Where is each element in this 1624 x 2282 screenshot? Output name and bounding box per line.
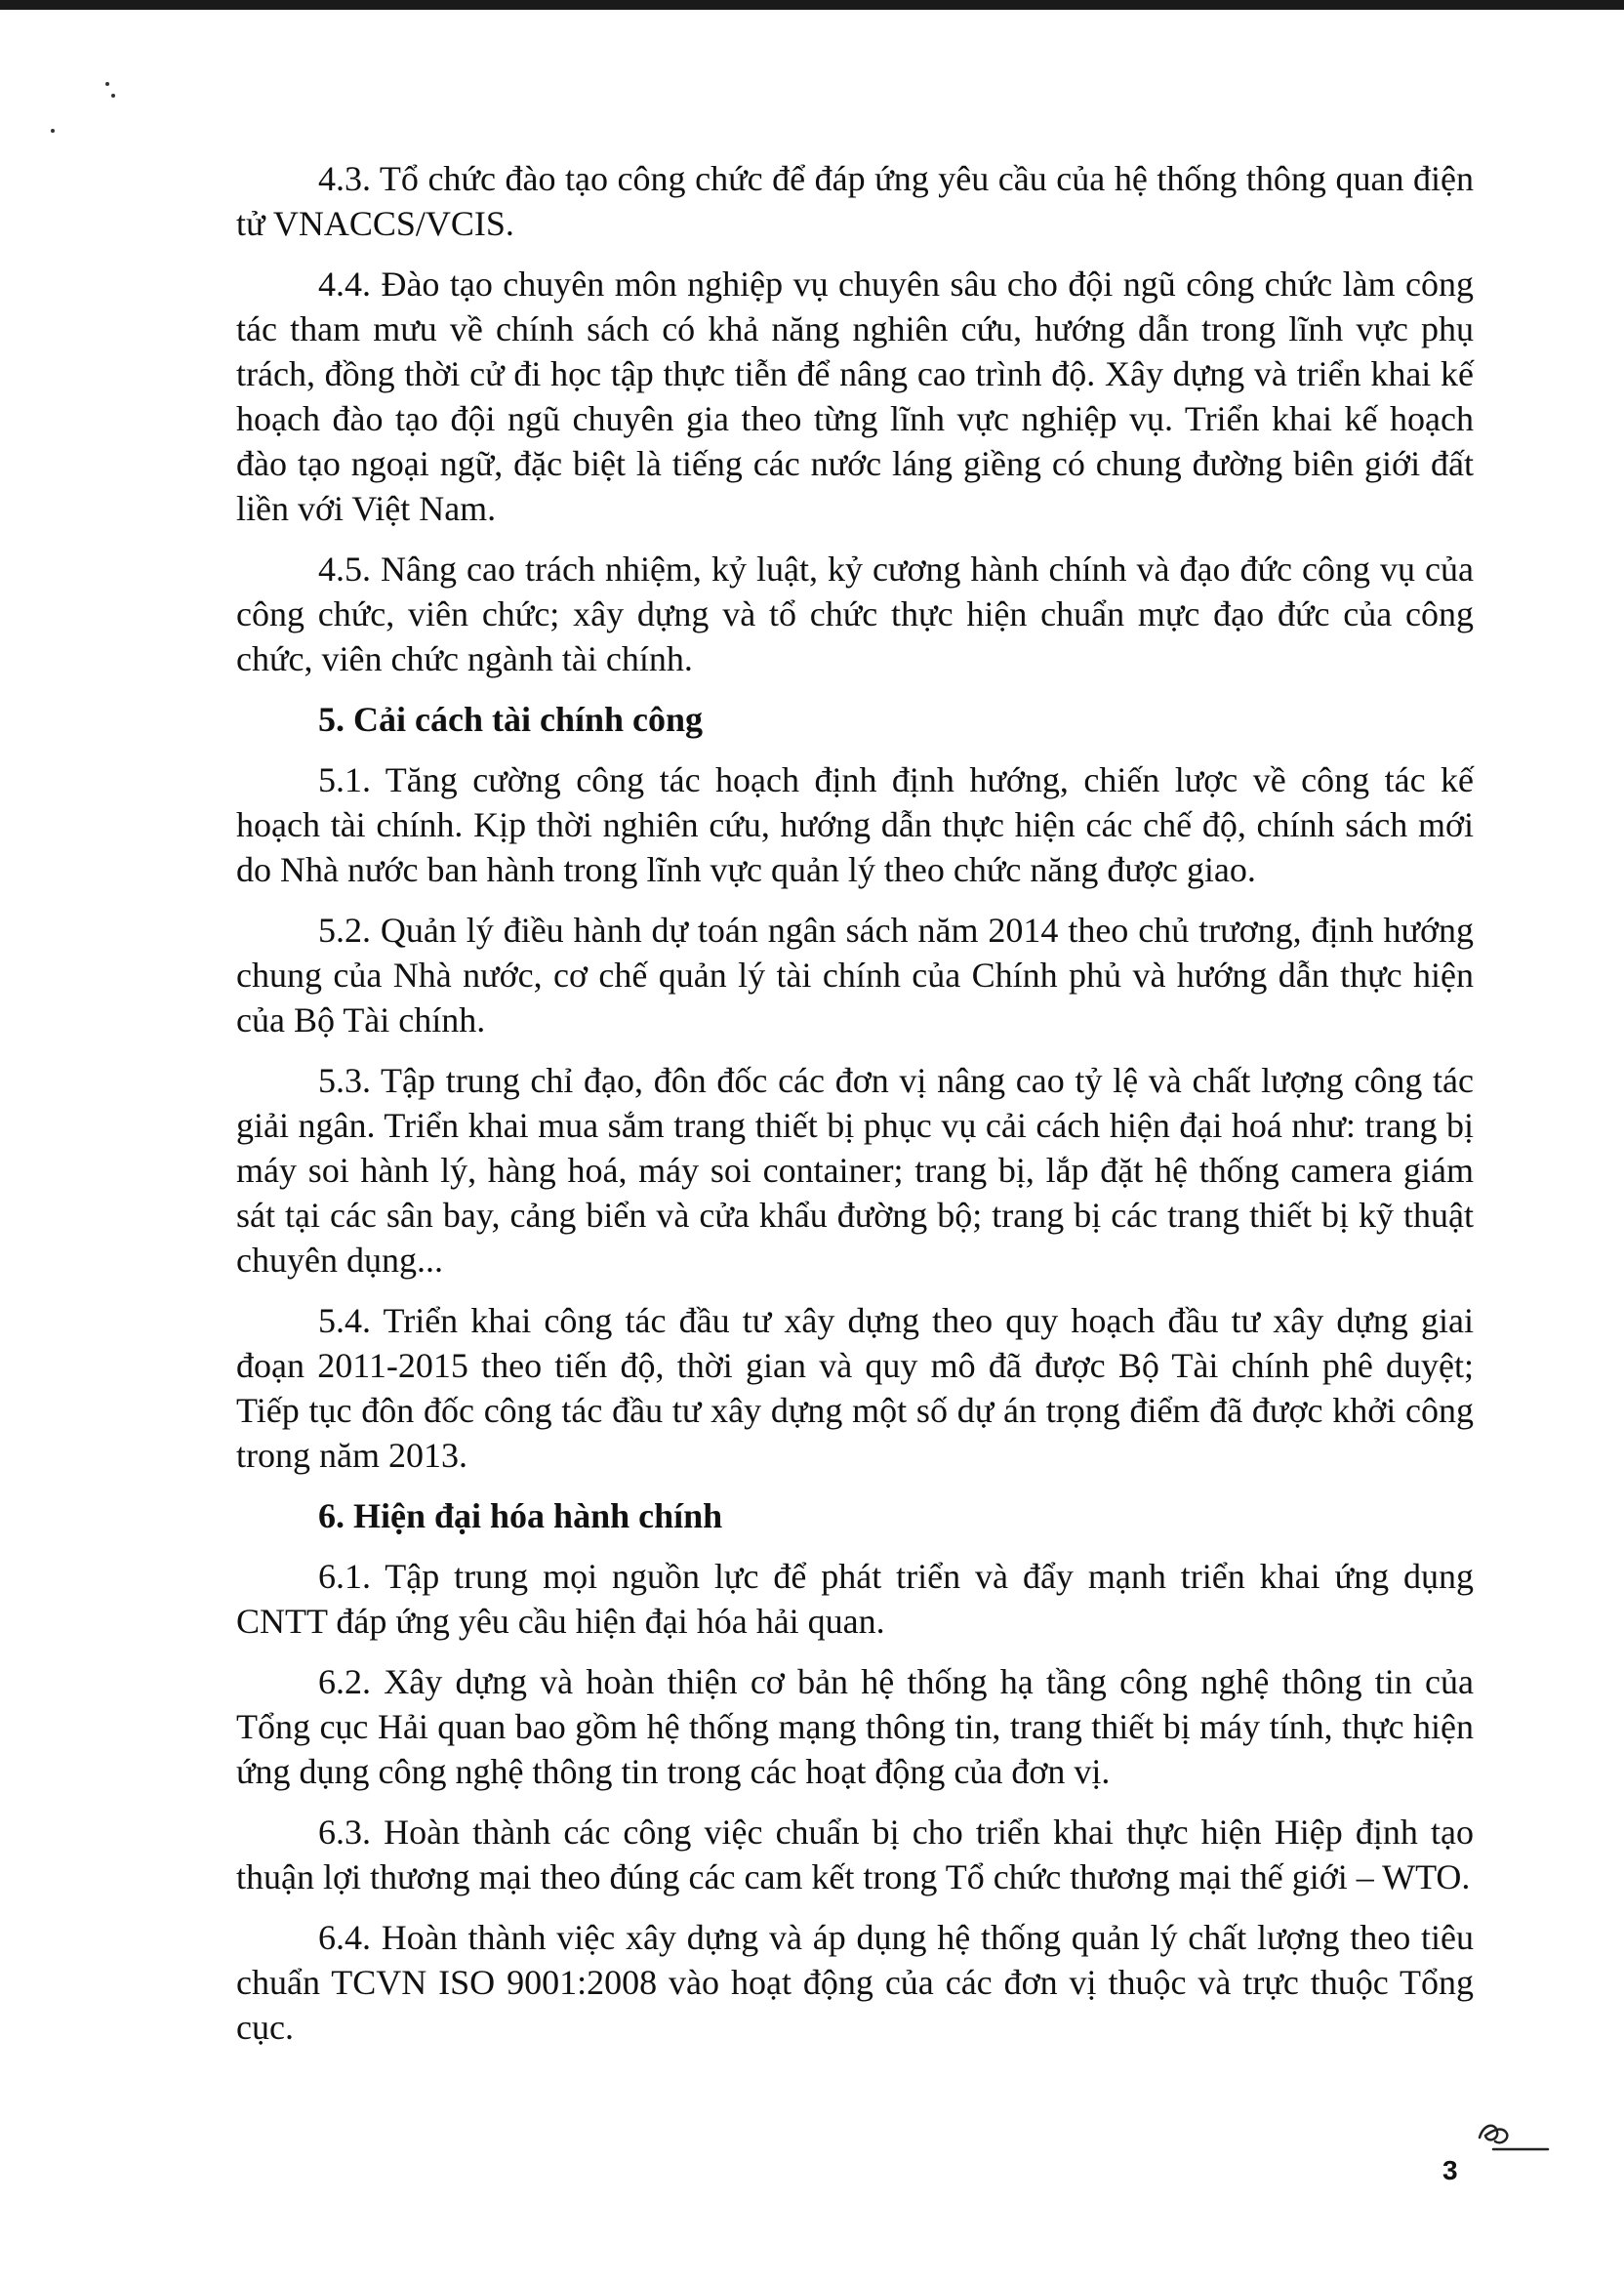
paragraph-5-2: 5.2. Quản lý điều hành dự toán ngân sách năm 2014 theo chủ trương, định hướng chung của Nhà nước, cơ chế quản lý tài chính của Chính phủ và hướng dẫn thực hiện của Bộ Tài chính. — [236, 911, 1474, 1039]
paragraph-5-1: 5.1. Tăng cường công tác hoạch định định hướng, chiến lược về công tác kế hoạch tài chính. Kịp thời nghiên cứu, hướng dẫn thực hiện các chế độ, chính sách mới do Nhà nước ban hành trong lĩnh vực quản lý theo chức năng được giao. — [236, 760, 1474, 889]
paragraph-4-4: 4.4. Đào tạo chuyên môn nghiệp vụ chuyên sâu cho đội ngũ công chức làm công tác tham mưu về chính sách có khả năng nghiên cứu, hướng dẫn trong lĩnh vực phụ trách, đồng thời cử đi học tập thực tiễn để nâng cao trình độ. Xây dựng và triển khai kế hoạch đào tạo đội ngũ chuyên gia theo từng lĩnh vực nghiệp vụ. Triển khai kế hoạch đào tạo ngoại ngữ, đặc biệt là tiếng các nước láng giềng có chung đường biên giới đất liền với Việt Nam. — [236, 265, 1474, 528]
scan-speck — [111, 94, 115, 98]
scan-speck — [105, 82, 109, 86]
section-heading-5: 5. Cải cách tài chính công — [318, 700, 704, 739]
scan-speck — [51, 129, 55, 133]
paragraph-5-3: 5.3. Tập trung chỉ đạo, đôn đốc các đơn vị nâng cao tỷ lệ và chất lượng công tác giải ngân. Triển khai mua sắm trang thiết bị phục vụ cải cách hiện đại hoá như: trang bị máy soi hành lý, hàng hoá, máy soi container; trang bị, lắp đặt hệ thống camera giám sát tại các sân bay, cảng biển và cửa khẩu đường bộ; trang bị các trang thiết bị kỹ thuật chuyên dụng... — [236, 1061, 1474, 1280]
paragraph-4-3: 4.3. Tổ chức đào tạo công chức để đáp ứng yêu cầu của hệ thống thông quan điện tử VNACCS/VCIS. — [236, 159, 1474, 243]
initials-signature-icon — [1474, 2116, 1552, 2159]
paragraph-6-2: 6.2. Xây dựng và hoàn thiện cơ bản hệ thống hạ tầng công nghệ thông tin của Tổng cục Hải quan bao gồm hệ thống mạng thông tin, trang thiết bị máy tính, thực hiện ứng dụng công nghệ thông tin trong các hoạt động của đơn vị. — [236, 1662, 1474, 1791]
page-number: 3 — [1442, 2155, 1458, 2185]
paragraph-5-4: 5.4. Triển khai công tác đầu tư xây dựng theo quy hoạch đầu tư xây dựng giai đoạn 2011-2015 theo tiến độ, thời gian và quy mô đã được Bộ Tài chính phê duyệt; Tiếp tục đôn đốc công tác đầu tư xây dựng một số dự án trọng điểm đã được khởi công trong năm 2013. — [236, 1301, 1474, 1475]
scan-top-border — [0, 0, 1624, 10]
section-heading-6: 6. Hiện đại hóa hành chính — [318, 1496, 723, 1535]
paragraph-6-3: 6.3. Hoàn thành các công việc chuẩn bị cho triển khai thực hiện Hiệp định tạo thuận lợi thương mại theo đúng các cam kết trong Tổ chức thương mại thế giới – WTO. — [236, 1813, 1474, 1896]
paragraph-6-4: 6.4. Hoàn thành việc xây dựng và áp dụng hệ thống quản lý chất lượng theo tiêu chuẩn TCVN ISO 9001:2008 vào hoạt động của các đơn vị thuộc và trực thuộc Tổng cục. — [236, 1918, 1474, 2047]
paragraph-4-5: 4.5. Nâng cao trách nhiệm, kỷ luật, kỷ cương hành chính và đạo đức công vụ của công chức, viên chức; xây dựng và tổ chức thực hiện chuẩn mực đạo đức của công chức, viên chức ngành tài chính. — [236, 550, 1474, 678]
document-body — [236, 156, 1474, 2065]
paragraph-6-1: 6.1. Tập trung mọi nguồn lực để phát triển và đẩy mạnh triển khai ứng dụng CNTT đáp ứng yêu cầu hiện đại hóa hải quan. — [236, 1557, 1474, 1641]
